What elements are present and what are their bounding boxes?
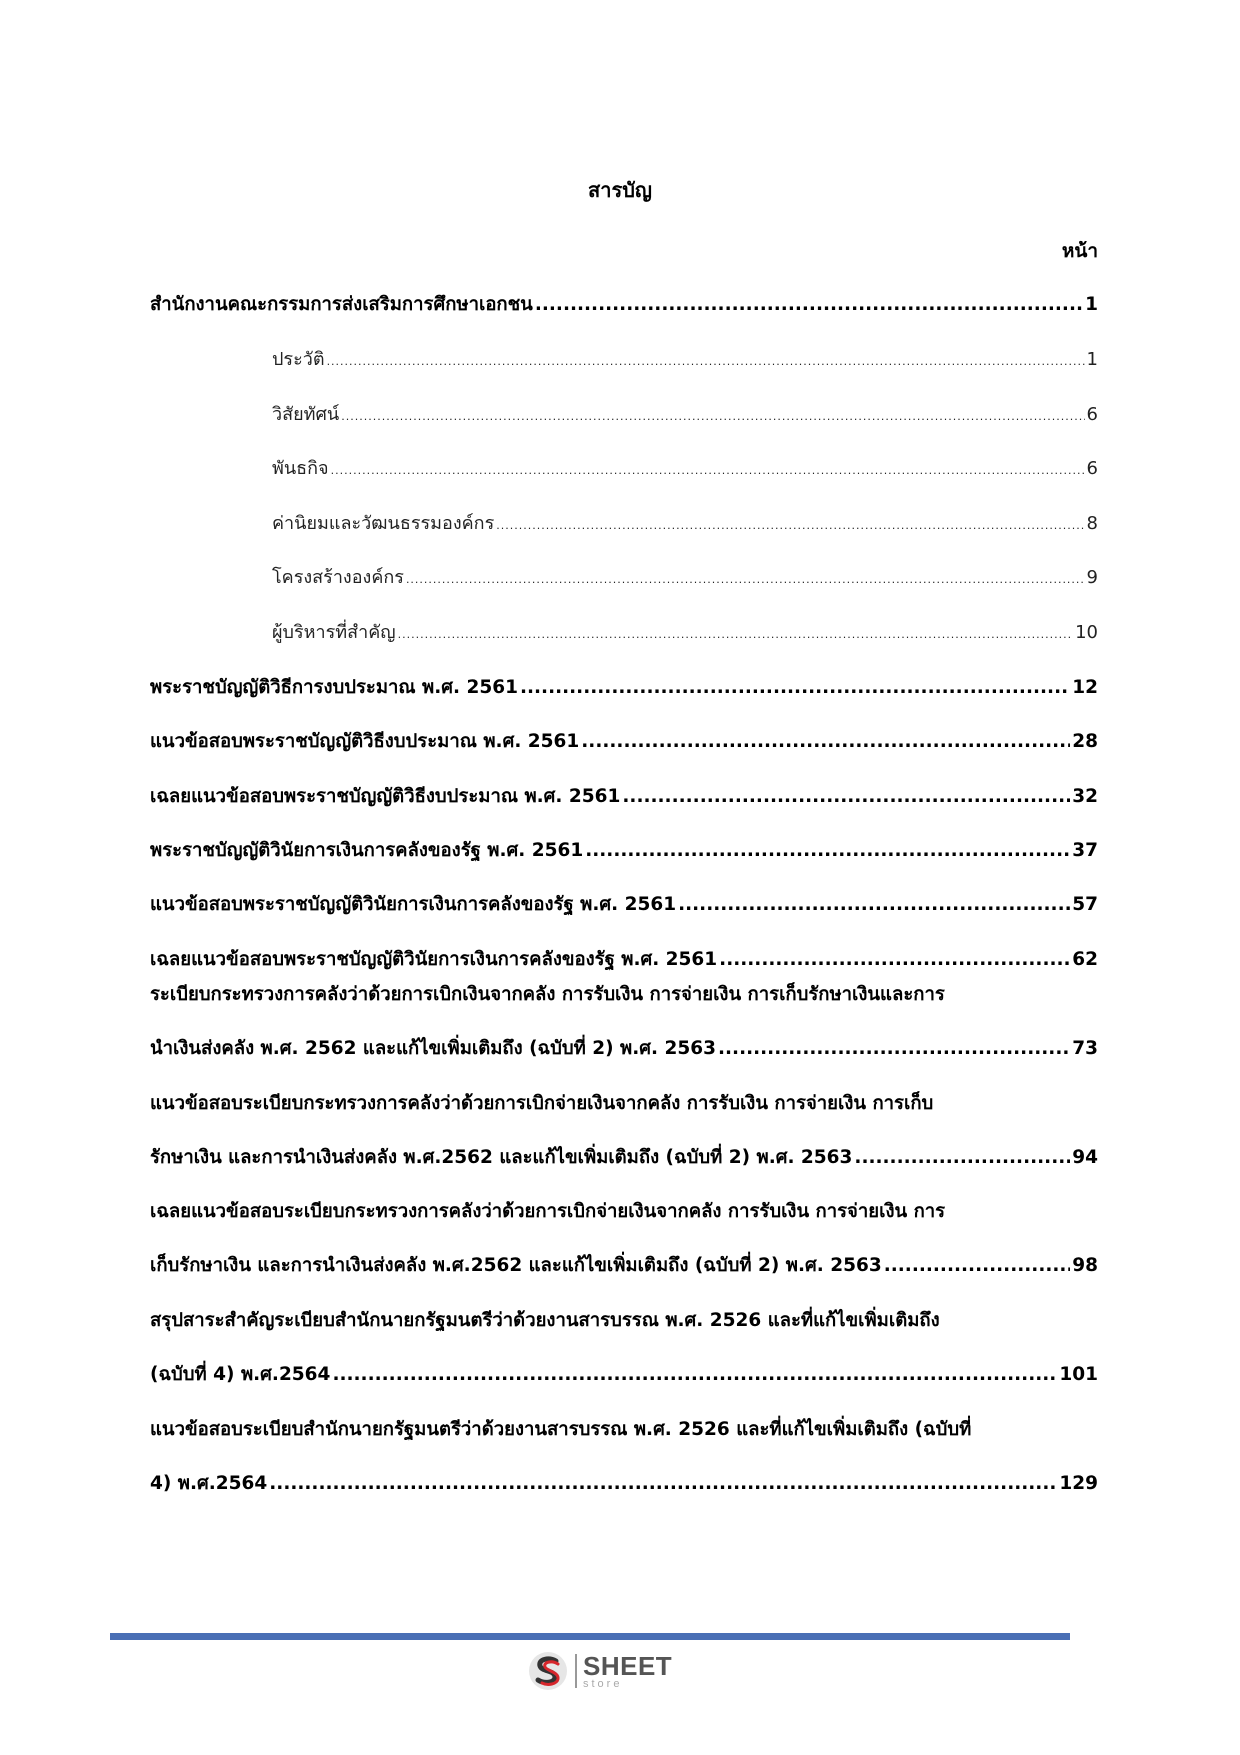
toc-entry-text: เก็บรักษาเงิน และการนำเงินส่งคลัง พ.ศ.2562 และแก้ไขเพิ่มเติมถึง (ฉบับที่ 2) พ.ศ. 2563: [150, 1255, 882, 1276]
sheet-store-logo: [527, 1648, 672, 1694]
footer-divider: [110, 1633, 1070, 1640]
toc-entry-text-line1: เฉลยแนวข้อสอบระเบียบกระทรวงการคลังว่าด้วยการเบิกจ่ายเงินจากคลัง การรับเงิน การจ่ายเงิน การ: [150, 1201, 946, 1222]
toc-page-number: 98: [1072, 1255, 1098, 1276]
dot-leader: [678, 890, 1070, 920]
toc-page-number: 57: [1072, 894, 1098, 915]
dot-leader: [331, 456, 1085, 486]
dot-leader: [719, 945, 1070, 975]
dot-leader: [884, 1251, 1071, 1281]
toc-page-number: 101: [1059, 1364, 1098, 1385]
dot-leader: [854, 1143, 1070, 1173]
toc-entry-text: เฉลยแนวข้อสอบพระราชบัญญัติวิธีงบประมาณ พ.ศ. 2561: [150, 786, 621, 807]
toc-subentry: [272, 563, 1098, 593]
toc-page-number: 94: [1072, 1147, 1098, 1168]
toc-entry-text: สำนักงานคณะกรรมการส่งเสริมการศึกษาเอกชน: [150, 294, 533, 315]
toc-entry: [150, 782, 1098, 812]
dot-leader: [269, 1469, 1057, 1499]
logo-wordmark: SHEET: [583, 1650, 673, 1681]
toc-subentry: [272, 454, 1098, 484]
toc-page-number: 1: [1085, 294, 1098, 315]
toc-page-number: 28: [1072, 731, 1098, 752]
toc-entry-text-line1: แนวข้อสอบระเบียบสำนักนายกรัฐมนตรีว่าด้วยงานสารบรรณ พ.ศ. 2526 และที่แก้ไขเพิ่มเติมถึง (ฉบับที่: [150, 1419, 972, 1440]
toc-page-number: 8: [1086, 513, 1098, 534]
dot-leader: [535, 290, 1083, 320]
toc-subentry: [272, 618, 1098, 648]
toc-entry-text: รักษาเงิน และการนำเงินส่งคลัง พ.ศ.2562 และแก้ไขเพิ่มเติมถึง (ฉบับที่ 2) พ.ศ. 2563: [150, 1147, 853, 1168]
toc-page-number: 12: [1072, 677, 1098, 698]
toc-page-number: 62: [1072, 949, 1098, 970]
toc-page-number: 129: [1059, 1473, 1098, 1494]
toc-subentry: [272, 400, 1098, 430]
toc-entry: [150, 980, 1098, 1064]
toc-subentry: [272, 509, 1098, 539]
toc-page-number: 1: [1086, 349, 1098, 370]
toc-title: สารบัญ: [588, 178, 652, 202]
toc-entry: [150, 945, 1098, 975]
toc-entry-text: แนวข้อสอบพระราชบัญญัติวิธีงบประมาณ พ.ศ. 2561: [150, 731, 580, 752]
toc-entry: [150, 890, 1098, 920]
toc-entry: [150, 836, 1098, 866]
toc-entry-text: แนวข้อสอบพระราชบัญญัติวินัยการเงินการคลังของรัฐ พ.ศ. 2561: [150, 894, 677, 915]
toc-page-number: 6: [1086, 404, 1098, 425]
dot-leader: [341, 402, 1084, 432]
toc-entry-text: พระราชบัญญัติวินัยการเงินการคลังของรัฐ พ.ศ. 2561: [150, 840, 584, 861]
dot-leader: [406, 565, 1085, 595]
dot-leader: [585, 836, 1070, 866]
toc-entry-text: นำเงินส่งคลัง พ.ศ. 2562 และแก้ไขเพิ่มเติมถึง (ฉบับที่ 2) พ.ศ. 2563: [150, 1038, 716, 1059]
dot-leader: [496, 511, 1084, 541]
logo-separator: [575, 1654, 577, 1688]
toc-entry-text-line1: สรุปสาระสำคัญระเบียบสำนักนายกรัฐมนตรีว่าด้วยงานสารบรรณ พ.ศ. 2526 และที่แก้ไขเพิ่มเติมถึง: [150, 1310, 940, 1331]
toc-entry-text: วิสัยทัศน์: [272, 404, 340, 425]
logo-subtext: store: [583, 1677, 623, 1690]
toc-entry-text: เฉลยแนวข้อสอบพระราชบัญญัติวินัยการเงินการคลังของรัฐ พ.ศ. 2561: [150, 949, 718, 970]
dot-leader: [520, 673, 1070, 703]
dot-leader: [327, 347, 1085, 377]
toc-entry: [150, 1306, 1098, 1390]
toc-entry-text: ค่านิยมและวัฒนธรรมองค์กร: [272, 513, 495, 534]
toc-entry: [150, 1197, 1098, 1281]
toc-page-number: 37: [1072, 840, 1098, 861]
toc-entry: [150, 290, 1098, 320]
dot-leader: [581, 727, 1070, 757]
toc-page-number: 10: [1075, 622, 1098, 643]
toc-entry-text: 4) พ.ศ.2564: [150, 1473, 268, 1494]
page-column-header: หน้า: [1061, 240, 1098, 262]
toc-subentry: [272, 345, 1098, 375]
toc-page-number: 32: [1072, 786, 1098, 807]
dot-leader: [398, 620, 1073, 650]
toc-entry-text: ประวัติ: [272, 349, 325, 370]
toc-entry-text-line1: แนวข้อสอบระเบียบกระทรวงการคลังว่าด้วยการเบิกจ่ายเงินจากคลัง การรับเงิน การจ่ายเงิน การเก็บ: [150, 1093, 934, 1114]
toc-entry-text: พันธกิจ: [272, 458, 329, 479]
dot-leader: [622, 782, 1070, 812]
dot-leader: [718, 1034, 1070, 1064]
logo-text: [583, 1650, 673, 1690]
toc-entry: [150, 727, 1098, 757]
toc-entry: [150, 1089, 1098, 1173]
toc-page-number: 73: [1072, 1038, 1098, 1059]
toc-entry-text: โครงสร้างองค์กร: [272, 567, 404, 588]
sheet-logo-icon: [527, 1650, 569, 1692]
toc-page-number: 9: [1086, 567, 1098, 588]
toc-entry: [150, 673, 1098, 703]
toc-entry-text-line1: ระเบียบกระทรวงการคลังว่าด้วยการเบิกเงินจากคลัง การรับเงิน การจ่ายเงิน การเก็บรักษาเงินและการ: [150, 984, 945, 1005]
dot-leader: [332, 1360, 1057, 1390]
toc-entry-text: (ฉบับที่ 4) พ.ศ.2564: [150, 1364, 331, 1385]
toc-page-number: 6: [1086, 458, 1098, 479]
toc-entry-text: ผู้บริหารที่สำคัญ: [272, 622, 396, 643]
toc-entry-text: พระราชบัญญัติวิธีการงบประมาณ พ.ศ. 2561: [150, 677, 518, 698]
toc-entry: [150, 1415, 1098, 1499]
